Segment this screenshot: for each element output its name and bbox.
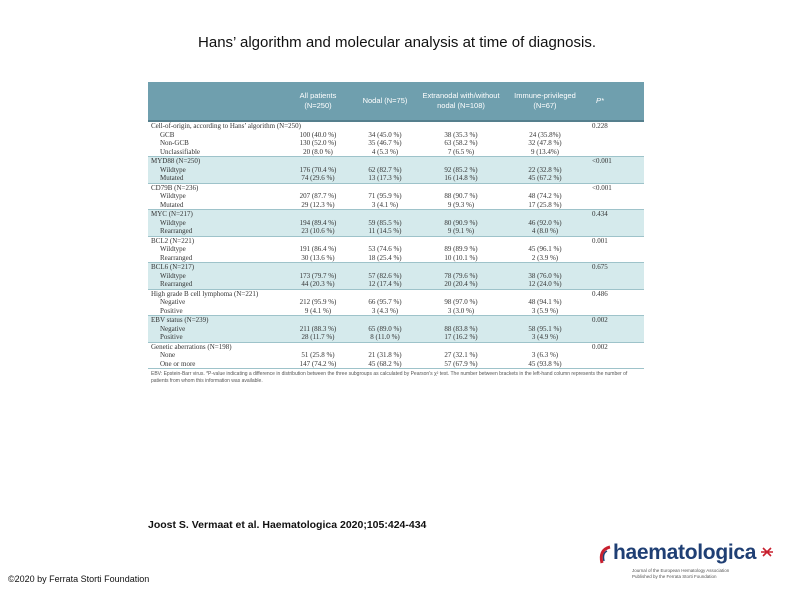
table-cell: 58 (95.1 %): [504, 325, 586, 334]
table-cell: 2 (3.9 %): [504, 254, 586, 263]
table-cell-empty: [586, 245, 644, 254]
table-cell-empty: [586, 272, 644, 281]
table-cell: 147 (74.2 %): [284, 360, 352, 369]
table-group-header-row: [148, 236, 644, 245]
group-p-value: 0.001: [586, 236, 644, 245]
table-row: [148, 325, 644, 334]
table-cell-empty: [586, 148, 644, 157]
row-label: Rearranged: [148, 227, 284, 236]
group-label: EBV status (N=239): [148, 316, 586, 325]
table-cell: 3 (4.1 %): [352, 201, 418, 210]
table-cell: 32 (47.8 %): [504, 139, 586, 148]
table-cell: 92 (85.2 %): [418, 166, 504, 175]
table-row: [148, 360, 644, 369]
row-label: Negative: [148, 298, 284, 307]
table-row: [148, 131, 644, 140]
table-cell: 9 (9.3 %): [418, 201, 504, 210]
table-cell-empty: [586, 351, 644, 360]
table-cell-empty: [586, 166, 644, 175]
table-cell: 7 (6.5 %): [418, 148, 504, 157]
group-label: High grade B cell lymphoma (N=221): [148, 289, 586, 298]
table-cell-empty: [586, 333, 644, 342]
table-cell: 12 (24.0 %): [504, 280, 586, 289]
table-cell: 3 (5.9 %): [504, 307, 586, 316]
table-cell: 38 (76.0 %): [504, 272, 586, 281]
table-row: [148, 219, 644, 228]
row-label: Mutated: [148, 201, 284, 210]
row-label: None: [148, 351, 284, 360]
table-cell: 65 (89.0 %): [352, 325, 418, 334]
table-cell: 45 (67.2 %): [504, 174, 586, 183]
table-cell-empty: [586, 325, 644, 334]
table-group-header-row: [148, 183, 644, 192]
table-cell: 48 (94.1 %): [504, 298, 586, 307]
table-cell-empty: [586, 131, 644, 140]
table-cell: 53 (74.6 %): [352, 245, 418, 254]
row-label: Negative: [148, 325, 284, 334]
table-cell-empty: [586, 139, 644, 148]
table-cell: 17 (25.8 %): [504, 201, 586, 210]
table-group-header-row: [148, 210, 644, 219]
table-cell: 130 (52.0 %): [284, 139, 352, 148]
header-immune-privileged: Immune-privileged (N=67): [504, 82, 586, 121]
row-label: Unclassifiable: [148, 148, 284, 157]
header-p-value: P*: [586, 82, 644, 121]
table-cell: 20 (8.0 %): [284, 148, 352, 157]
logo-wordmark: haematologica: [613, 541, 757, 564]
table-cell: 57 (67.9 %): [418, 360, 504, 369]
group-p-value: 0.228: [586, 121, 644, 131]
table-row: [148, 254, 644, 263]
table-cell: 3 (4.9 %): [504, 333, 586, 342]
group-label: BCL2 (N=221): [148, 236, 586, 245]
table-cell: 62 (82.7 %): [352, 166, 418, 175]
header-blank: [148, 82, 284, 121]
group-p-value: 0.002: [586, 342, 644, 351]
group-label: MYC (N=217): [148, 210, 586, 219]
table-row: [148, 227, 644, 236]
results-table: [148, 82, 644, 368]
table-cell: 100 (40.0 %): [284, 131, 352, 140]
table-row: [148, 174, 644, 183]
row-label: GCB: [148, 131, 284, 140]
table-cell: 59 (85.5 %): [352, 219, 418, 228]
header-nodal: Nodal (N=75): [352, 82, 418, 121]
logo-swoosh-icon: [598, 545, 612, 565]
table-row: [148, 272, 644, 281]
row-label: Rearranged: [148, 280, 284, 289]
table-cell: 28 (11.7 %): [284, 333, 352, 342]
table-cell: 27 (32.1 %): [418, 351, 504, 360]
haematologica-logo: [598, 541, 778, 581]
table-cell: 78 (79.6 %): [418, 272, 504, 281]
table-row: [148, 298, 644, 307]
group-label: Genetic aberrations (N=198): [148, 342, 586, 351]
group-p-value: <0.001: [586, 183, 644, 192]
table-row: [148, 201, 644, 210]
row-label: Wildtype: [148, 245, 284, 254]
table-cell: 10 (10.1 %): [418, 254, 504, 263]
table-cell: 29 (12.3 %): [284, 201, 352, 210]
table-group-header-row: [148, 263, 644, 272]
table-cell: 45 (96.1 %): [504, 245, 586, 254]
table-cell: 8 (11.0 %): [352, 333, 418, 342]
table-cell: 45 (68.2 %): [352, 360, 418, 369]
table-cell-empty: [586, 360, 644, 369]
row-label: Wildtype: [148, 192, 284, 201]
logo-tagline-1: Journal of the European Hematology Association: [632, 568, 730, 573]
table-cell: 57 (82.6 %): [352, 272, 418, 281]
table-row: [148, 307, 644, 316]
table-cell: 80 (90.9 %): [418, 219, 504, 228]
group-label: MYD88 (N=250): [148, 157, 586, 166]
table-cell: 88 (90.7 %): [418, 192, 504, 201]
logo-emblem-icon: [760, 546, 774, 558]
table-cell: 46 (92.0 %): [504, 219, 586, 228]
table-cell-empty: [586, 298, 644, 307]
table-cell-empty: [586, 307, 644, 316]
slide-title: Hans’ algorithm and molecular analysis at time of diagnosis.: [198, 34, 596, 51]
table-cell: 17 (16.2 %): [418, 333, 504, 342]
table-cell: 24 (35.8%): [504, 131, 586, 140]
header-extranodal: Extranodal with/without nodal (N=108): [418, 82, 504, 121]
table-cell: 44 (20.3 %): [284, 280, 352, 289]
table-cell: 4 (5.3 %): [352, 148, 418, 157]
table-cell: 3 (3.0 %): [418, 307, 504, 316]
table-row: [148, 333, 644, 342]
table-cell: 13 (17.3 %): [352, 174, 418, 183]
table-cell: 74 (29.6 %): [284, 174, 352, 183]
table-cell: 88 (83.8 %): [418, 325, 504, 334]
table-cell: 89 (89.9 %): [418, 245, 504, 254]
table-row: [148, 148, 644, 157]
row-label: Non-GCB: [148, 139, 284, 148]
group-p-value: 0.486: [586, 289, 644, 298]
copyright-notice: ©2020 by Ferrata Storti Foundation: [8, 574, 150, 584]
table-cell-empty: [586, 280, 644, 289]
table-cell: 98 (97.0 %): [418, 298, 504, 307]
table-cell-empty: [586, 201, 644, 210]
group-p-value: <0.001: [586, 157, 644, 166]
table-cell: 22 (32.8 %): [504, 166, 586, 175]
table-cell-empty: [586, 192, 644, 201]
group-label: CD79B (N=236): [148, 183, 586, 192]
table-group-header-row: [148, 342, 644, 351]
table-cell: 35 (46.7 %): [352, 139, 418, 148]
row-label: One or more: [148, 360, 284, 369]
table-cell: 48 (74.2 %): [504, 192, 586, 201]
table-cell: 30 (13.6 %): [284, 254, 352, 263]
table-cell: 3 (4.3 %): [352, 307, 418, 316]
table-group-header-row: [148, 157, 644, 166]
results-table-figure: [148, 82, 644, 389]
table-cell: 71 (95.9 %): [352, 192, 418, 201]
table-cell: 66 (95.7 %): [352, 298, 418, 307]
header-all-patients: All patients (N=250): [284, 82, 352, 121]
table-cell: 191 (86.4 %): [284, 245, 352, 254]
table-cell-empty: [586, 254, 644, 263]
table-cell: 207 (87.7 %): [284, 192, 352, 201]
logo-tagline-2: Published by the Ferrata Storti Foundation: [632, 574, 717, 579]
row-label: Positive: [148, 333, 284, 342]
table-cell: 23 (10.6 %): [284, 227, 352, 236]
table-cell-empty: [586, 227, 644, 236]
table-group-header-row: [148, 316, 644, 325]
table-cell-empty: [586, 174, 644, 183]
table-cell: 211 (88.3 %): [284, 325, 352, 334]
table-row: [148, 245, 644, 254]
table-cell: 173 (79.7 %): [284, 272, 352, 281]
group-p-value: 0.675: [586, 263, 644, 272]
table-cell: 212 (95.9 %): [284, 298, 352, 307]
table-cell: 9 (9.1 %): [418, 227, 504, 236]
row-label: Wildtype: [148, 219, 284, 228]
table-row: [148, 351, 644, 360]
row-label: Wildtype: [148, 272, 284, 281]
table-cell: 9 (13.4%): [504, 148, 586, 157]
table-cell: 18 (25.4 %): [352, 254, 418, 263]
row-label: Mutated: [148, 174, 284, 183]
table-row: [148, 280, 644, 289]
table-row: [148, 192, 644, 201]
table-cell: 4 (8.0 %): [504, 227, 586, 236]
table-cell: 12 (17.4 %): [352, 280, 418, 289]
table-cell: 9 (4.1 %): [284, 307, 352, 316]
group-p-value: 0.434: [586, 210, 644, 219]
table-cell-empty: [586, 219, 644, 228]
table-body: [148, 121, 644, 368]
table-row: [148, 166, 644, 175]
table-cell: 3 (6.3 %): [504, 351, 586, 360]
table-header-row: [148, 82, 644, 121]
table-cell: 21 (31.8 %): [352, 351, 418, 360]
table-cell: 63 (58.2 %): [418, 139, 504, 148]
table-cell: 176 (70.4 %): [284, 166, 352, 175]
table-cell: 20 (20.4 %): [418, 280, 504, 289]
table-cell: 38 (35.3 %): [418, 131, 504, 140]
table-footnote: EBV: Epstein-Barr virus. *P-value indicating a difference in distribution between the three subgroups as calculated by Pearson's χ² test. The number between brackets in the left-hand column represents the number of patients from whom this information was available.: [148, 368, 644, 389]
table-row: [148, 139, 644, 148]
row-label: Rearranged: [148, 254, 284, 263]
table-cell: 11 (14.5 %): [352, 227, 418, 236]
table-cell: 45 (93.8 %): [504, 360, 586, 369]
group-label: BCL6 (N=217): [148, 263, 586, 272]
table-cell: 194 (89.4 %): [284, 219, 352, 228]
row-label: Positive: [148, 307, 284, 316]
citation: Joost S. Vermaat et al. Haematologica 2020;105:424-434: [148, 519, 427, 531]
table-cell: 16 (14.8 %): [418, 174, 504, 183]
table-cell: 51 (25.8 %): [284, 351, 352, 360]
group-label: Cell-of-origin, according to Hans’ algorithm (N=250): [148, 121, 586, 131]
group-p-value: 0.002: [586, 316, 644, 325]
table-group-header-row: [148, 121, 644, 131]
table-group-header-row: [148, 289, 644, 298]
row-label: Wildtype: [148, 166, 284, 175]
table-cell: 34 (45.0 %): [352, 131, 418, 140]
